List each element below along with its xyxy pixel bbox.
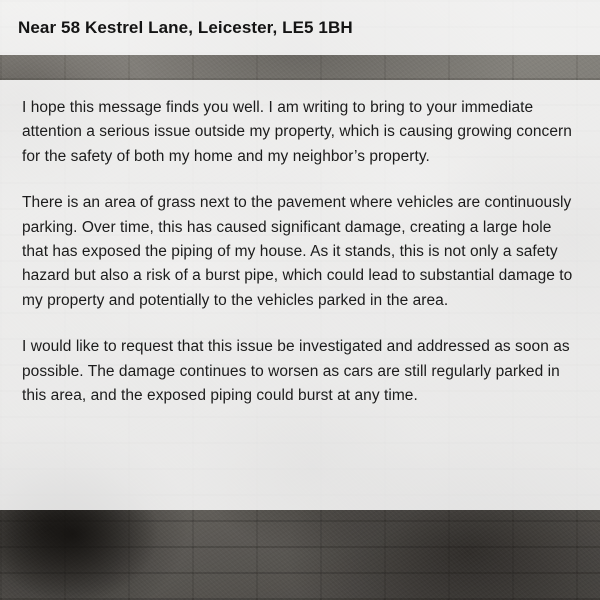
letter-body	[0, 80, 600, 510]
header-bar	[0, 0, 600, 55]
letter-paragraph: I hope this message finds you well. I am writing to bring to your immediate attention a serious issue outside my property, which is causing growing concern for the safety of both my home and my neighbor’s property.	[22, 99, 572, 165]
letter-paragraph: There is an area of grass next to the pavement where vehicles are continuously parking. Over time, this has caused significant damage, creating a large hole that has exposed the piping of my house. As it stands, this is not only a safety hazard but also a risk of a burst pipe, which could lead to substantial damage to my property and potentially to the vehicles parked in the area.	[22, 194, 573, 309]
letter-paragraph: I would like to request that this issue be investigated and addressed as soon as possible. The damage continues to worsen as cars are still regularly parked in this area, and the exposed piping could burst at any time.	[22, 338, 570, 405]
page-title: Near 58 Kestrel Lane, Leicester, LE5 1BH	[18, 17, 353, 37]
